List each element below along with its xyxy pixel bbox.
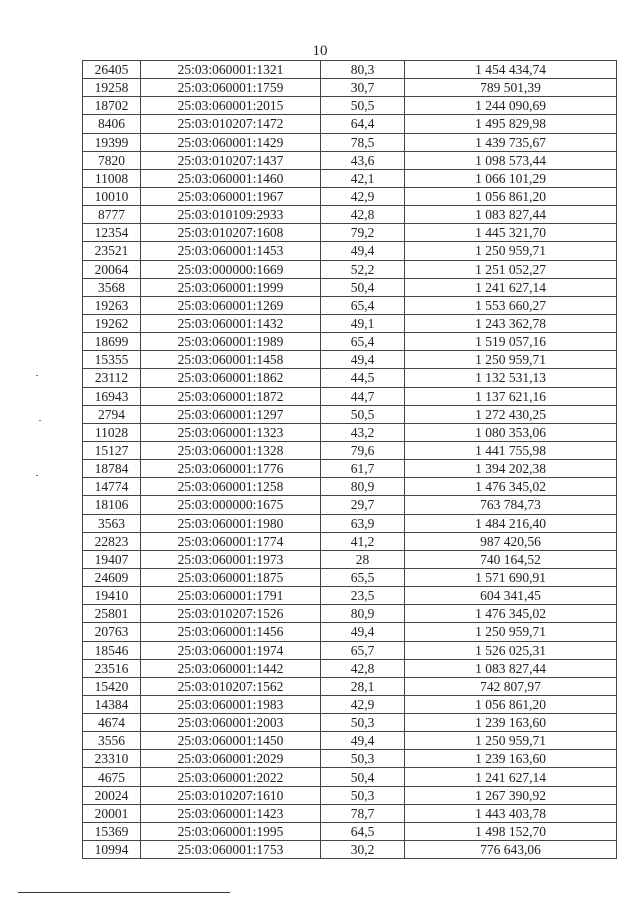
area-cell: 50,5	[321, 97, 405, 115]
area-cell: 80,3	[321, 61, 405, 79]
cadastral-value-cell: 1 526 025,31	[405, 641, 617, 659]
table-row	[83, 659, 617, 677]
cadastral-number-cell: 25:03:060001:1776	[141, 460, 321, 478]
cadastral-value-cell: 1 498 152,70	[405, 822, 617, 840]
table-row	[83, 169, 617, 187]
table-row	[83, 441, 617, 459]
cadastral-number-cell: 25:03:010207:1608	[141, 224, 321, 242]
area-cell: 64,4	[321, 115, 405, 133]
table-row	[83, 478, 617, 496]
registry-number-cell: 24609	[83, 568, 141, 586]
cadastral-number-cell: 25:03:010207:1472	[141, 115, 321, 133]
table-row	[83, 97, 617, 115]
cadastral-value-cell: 1 476 345,02	[405, 478, 617, 496]
cadastral-value-cell: 776 643,06	[405, 841, 617, 859]
table-row	[83, 623, 617, 641]
cadastral-number-cell: 25:03:060001:1774	[141, 532, 321, 550]
area-cell: 30,7	[321, 79, 405, 97]
cadastral-number-cell: 25:03:060001:1269	[141, 296, 321, 314]
registry-number-cell: 19263	[83, 296, 141, 314]
registry-number-cell: 23310	[83, 750, 141, 768]
cadastral-value-cell: 1 080 353,06	[405, 423, 617, 441]
cadastral-number-cell: 25:03:060001:1862	[141, 369, 321, 387]
area-cell: 42,8	[321, 206, 405, 224]
cadastral-number-cell: 25:03:060001:1429	[141, 133, 321, 151]
table-row	[83, 224, 617, 242]
table-row	[83, 387, 617, 405]
cadastral-number-cell: 25:03:010207:1610	[141, 786, 321, 804]
cadastral-number-cell: 25:03:000000:1675	[141, 496, 321, 514]
cadastral-number-cell: 25:03:060001:1791	[141, 587, 321, 605]
registry-number-cell: 16943	[83, 387, 141, 405]
registry-number-cell: 14774	[83, 478, 141, 496]
page-number: 10	[312, 43, 328, 59]
property-table	[82, 60, 617, 859]
registry-number-cell: 25801	[83, 605, 141, 623]
area-cell: 50,3	[321, 714, 405, 732]
cadastral-value-cell: 1 243 362,78	[405, 314, 617, 332]
area-cell: 49,4	[321, 351, 405, 369]
area-cell: 49,1	[321, 314, 405, 332]
registry-number-cell: 7820	[83, 151, 141, 169]
table-row	[83, 460, 617, 478]
area-cell: 50,3	[321, 786, 405, 804]
area-cell: 29,7	[321, 496, 405, 514]
area-cell: 50,4	[321, 768, 405, 786]
area-cell: 64,5	[321, 822, 405, 840]
table-row	[83, 677, 617, 695]
scan-speck	[36, 475, 38, 476]
area-cell: 79,2	[321, 224, 405, 242]
registry-number-cell: 10994	[83, 841, 141, 859]
cadastral-value-cell: 1 066 101,29	[405, 169, 617, 187]
registry-number-cell: 19407	[83, 550, 141, 568]
registry-number-cell: 18546	[83, 641, 141, 659]
table-row	[83, 496, 617, 514]
cadastral-value-cell: 1 250 959,71	[405, 623, 617, 641]
table-row	[83, 278, 617, 296]
cadastral-number-cell: 25:03:060001:1323	[141, 423, 321, 441]
table-row	[83, 79, 617, 97]
table-row	[83, 260, 617, 278]
registry-number-cell: 20024	[83, 786, 141, 804]
cadastral-number-cell: 25:03:060001:1456	[141, 623, 321, 641]
cadastral-number-cell: 25:03:060001:1458	[141, 351, 321, 369]
area-cell: 28,1	[321, 677, 405, 695]
table-row	[83, 532, 617, 550]
registry-number-cell: 19410	[83, 587, 141, 605]
cadastral-value-cell: 1 272 430,25	[405, 405, 617, 423]
table-row	[83, 750, 617, 768]
area-cell: 50,5	[321, 405, 405, 423]
table-row	[83, 568, 617, 586]
cadastral-value-cell: 1 476 345,02	[405, 605, 617, 623]
cadastral-value-cell: 1 441 755,98	[405, 441, 617, 459]
cadastral-number-cell: 25:03:060001:1973	[141, 550, 321, 568]
table-row	[83, 695, 617, 713]
registry-number-cell: 3563	[83, 514, 141, 532]
cadastral-value-cell: 1 251 052,27	[405, 260, 617, 278]
registry-number-cell: 20064	[83, 260, 141, 278]
table-row	[83, 61, 617, 79]
registry-number-cell: 12354	[83, 224, 141, 242]
cadastral-number-cell: 25:03:060001:2022	[141, 768, 321, 786]
cadastral-number-cell: 25:03:060001:1442	[141, 659, 321, 677]
registry-number-cell: 23112	[83, 369, 141, 387]
cadastral-number-cell: 25:03:060001:1759	[141, 79, 321, 97]
registry-number-cell: 11008	[83, 169, 141, 187]
area-cell: 42,9	[321, 187, 405, 205]
cadastral-number-cell: 25:03:000000:1669	[141, 260, 321, 278]
cadastral-number-cell: 25:03:060001:1995	[141, 822, 321, 840]
area-cell: 65,7	[321, 641, 405, 659]
table-row	[83, 405, 617, 423]
cadastral-value-cell: 1 083 827,44	[405, 206, 617, 224]
registry-number-cell: 15355	[83, 351, 141, 369]
area-cell: 43,6	[321, 151, 405, 169]
registry-number-cell: 8406	[83, 115, 141, 133]
registry-number-cell: 4675	[83, 768, 141, 786]
cadastral-number-cell: 25:03:060001:1967	[141, 187, 321, 205]
registry-number-cell: 23516	[83, 659, 141, 677]
area-cell: 42,8	[321, 659, 405, 677]
cadastral-value-cell: 1 571 690,91	[405, 568, 617, 586]
cadastral-number-cell: 25:03:060001:1297	[141, 405, 321, 423]
registry-number-cell: 8777	[83, 206, 141, 224]
cadastral-value-cell: 1 553 660,27	[405, 296, 617, 314]
registry-number-cell: 18699	[83, 333, 141, 351]
cadastral-value-cell: 789 501,39	[405, 79, 617, 97]
area-cell: 80,9	[321, 478, 405, 496]
cadastral-value-cell: 1 241 627,14	[405, 768, 617, 786]
cadastral-number-cell: 25:03:010207:1562	[141, 677, 321, 695]
area-cell: 49,4	[321, 732, 405, 750]
table-row	[83, 605, 617, 623]
area-cell: 61,7	[321, 460, 405, 478]
scan-speck	[39, 420, 41, 421]
cadastral-value-cell: 1 443 403,78	[405, 804, 617, 822]
cadastral-value-cell: 1 250 959,71	[405, 351, 617, 369]
table-row	[83, 187, 617, 205]
cadastral-number-cell: 25:03:060001:1321	[141, 61, 321, 79]
cadastral-number-cell: 25:03:060001:1980	[141, 514, 321, 532]
cadastral-number-cell: 25:03:060001:1974	[141, 641, 321, 659]
table-row	[83, 242, 617, 260]
registry-number-cell: 19399	[83, 133, 141, 151]
area-cell: 42,9	[321, 695, 405, 713]
cadastral-number-cell: 25:03:060001:1432	[141, 314, 321, 332]
table-row	[83, 423, 617, 441]
area-cell: 65,4	[321, 296, 405, 314]
registry-number-cell: 22823	[83, 532, 141, 550]
cadastral-number-cell: 25:03:060001:1258	[141, 478, 321, 496]
cadastral-number-cell: 25:03:060001:1453	[141, 242, 321, 260]
table-row	[83, 351, 617, 369]
cadastral-number-cell: 25:03:010207:1526	[141, 605, 321, 623]
cadastral-value-cell: 1 439 735,67	[405, 133, 617, 151]
table-row	[83, 714, 617, 732]
registry-number-cell: 2794	[83, 405, 141, 423]
cadastral-number-cell: 25:03:060001:1989	[141, 333, 321, 351]
cadastral-value-cell: 1 132 531,13	[405, 369, 617, 387]
cadastral-number-cell: 25:03:060001:1460	[141, 169, 321, 187]
registry-number-cell: 14384	[83, 695, 141, 713]
cadastral-value-cell: 1 484 216,40	[405, 514, 617, 532]
registry-number-cell: 15369	[83, 822, 141, 840]
registry-number-cell: 18702	[83, 97, 141, 115]
cadastral-number-cell: 25:03:060001:2003	[141, 714, 321, 732]
table-body	[83, 61, 617, 859]
cadastral-value-cell: 1 056 861,20	[405, 695, 617, 713]
table-row	[83, 314, 617, 332]
area-cell: 65,4	[321, 333, 405, 351]
cadastral-number-cell: 25:03:060001:1875	[141, 568, 321, 586]
registry-number-cell: 20763	[83, 623, 141, 641]
table-row	[83, 841, 617, 859]
area-cell: 50,4	[321, 278, 405, 296]
registry-number-cell: 11028	[83, 423, 141, 441]
table-row	[83, 587, 617, 605]
footnote-separator	[18, 892, 230, 893]
area-cell: 52,2	[321, 260, 405, 278]
table-row	[83, 133, 617, 151]
table-row	[83, 115, 617, 133]
table-row	[83, 768, 617, 786]
cadastral-value-cell: 1 519 057,16	[405, 333, 617, 351]
cadastral-number-cell: 25:03:010109:2933	[141, 206, 321, 224]
cadastral-value-cell: 763 784,73	[405, 496, 617, 514]
cadastral-number-cell: 25:03:060001:1450	[141, 732, 321, 750]
cadastral-value-cell: 1 239 163,60	[405, 750, 617, 768]
table-row	[83, 296, 617, 314]
cadastral-value-cell: 1 495 829,98	[405, 115, 617, 133]
registry-number-cell: 3568	[83, 278, 141, 296]
table-row	[83, 514, 617, 532]
cadastral-number-cell: 25:03:010207:1437	[141, 151, 321, 169]
registry-number-cell: 15420	[83, 677, 141, 695]
cadastral-value-cell: 740 164,52	[405, 550, 617, 568]
area-cell: 28	[321, 550, 405, 568]
table-row	[83, 786, 617, 804]
scan-speck	[36, 375, 38, 376]
registry-number-cell: 10010	[83, 187, 141, 205]
area-cell: 78,7	[321, 804, 405, 822]
area-cell: 43,2	[321, 423, 405, 441]
area-cell: 44,7	[321, 387, 405, 405]
area-cell: 42,1	[321, 169, 405, 187]
table-row	[83, 804, 617, 822]
registry-number-cell: 20001	[83, 804, 141, 822]
cadastral-number-cell: 25:03:060001:1753	[141, 841, 321, 859]
area-cell: 80,9	[321, 605, 405, 623]
cadastral-value-cell: 1 454 434,74	[405, 61, 617, 79]
cadastral-value-cell: 1 445 321,70	[405, 224, 617, 242]
cadastral-number-cell: 25:03:060001:2015	[141, 97, 321, 115]
cadastral-number-cell: 25:03:060001:1872	[141, 387, 321, 405]
area-cell: 65,5	[321, 568, 405, 586]
registry-number-cell: 4674	[83, 714, 141, 732]
cadastral-value-cell: 742 807,97	[405, 677, 617, 695]
registry-number-cell: 19258	[83, 79, 141, 97]
area-cell: 30,2	[321, 841, 405, 859]
area-cell: 79,6	[321, 441, 405, 459]
cadastral-value-cell: 1 244 090,69	[405, 97, 617, 115]
registry-number-cell: 3556	[83, 732, 141, 750]
registry-number-cell: 18106	[83, 496, 141, 514]
cadastral-number-cell: 25:03:060001:1423	[141, 804, 321, 822]
cadastral-value-cell: 987 420,56	[405, 532, 617, 550]
cadastral-value-cell: 1 267 390,92	[405, 786, 617, 804]
registry-number-cell: 26405	[83, 61, 141, 79]
cadastral-value-cell: 1 137 621,16	[405, 387, 617, 405]
area-cell: 41,2	[321, 532, 405, 550]
cadastral-number-cell: 25:03:060001:1328	[141, 441, 321, 459]
cadastral-value-cell: 1 394 202,38	[405, 460, 617, 478]
area-cell: 49,4	[321, 623, 405, 641]
area-cell: 78,5	[321, 133, 405, 151]
cadastral-value-cell: 1 250 959,71	[405, 242, 617, 260]
table-row	[83, 369, 617, 387]
area-cell: 23,5	[321, 587, 405, 605]
registry-number-cell: 19262	[83, 314, 141, 332]
table-row	[83, 641, 617, 659]
table-row	[83, 333, 617, 351]
cadastral-value-cell: 1 239 163,60	[405, 714, 617, 732]
cadastral-value-cell: 1 056 861,20	[405, 187, 617, 205]
area-cell: 49,4	[321, 242, 405, 260]
table-row	[83, 151, 617, 169]
cadastral-number-cell: 25:03:060001:1983	[141, 695, 321, 713]
registry-number-cell: 23521	[83, 242, 141, 260]
table-row	[83, 732, 617, 750]
cadastral-value-cell: 1 250 959,71	[405, 732, 617, 750]
area-cell: 63,9	[321, 514, 405, 532]
table-row	[83, 822, 617, 840]
registry-number-cell: 15127	[83, 441, 141, 459]
cadastral-number-cell: 25:03:060001:1999	[141, 278, 321, 296]
table-row	[83, 550, 617, 568]
cadastral-value-cell: 1 241 627,14	[405, 278, 617, 296]
registry-number-cell: 18784	[83, 460, 141, 478]
cadastral-value-cell: 1 083 827,44	[405, 659, 617, 677]
area-cell: 50,3	[321, 750, 405, 768]
table-row	[83, 206, 617, 224]
cadastral-value-cell: 1 098 573,44	[405, 151, 617, 169]
cadastral-value-cell: 604 341,45	[405, 587, 617, 605]
cadastral-number-cell: 25:03:060001:2029	[141, 750, 321, 768]
area-cell: 44,5	[321, 369, 405, 387]
